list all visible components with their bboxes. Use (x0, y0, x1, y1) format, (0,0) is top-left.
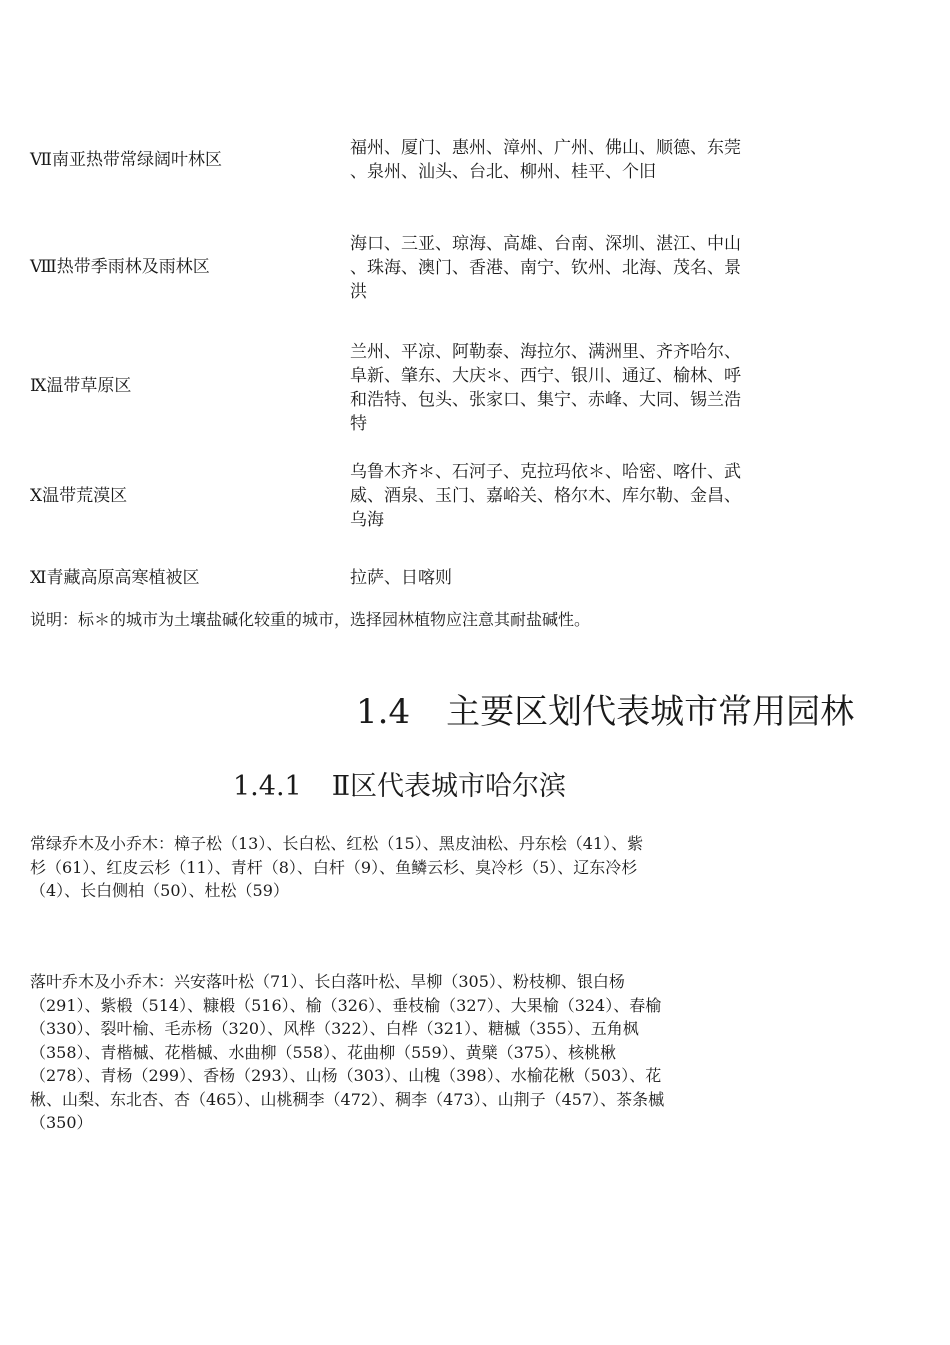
paragraph-line: （291）、紫椴（514）、糠椴（516）、榆（326）、垂枝榆（327）、大果榆（324）、春榆 (30, 995, 662, 1015)
city-line: 洪 (350, 282, 367, 302)
section-title: 主要区划代表城市常用园林 (446, 692, 855, 732)
section-heading (356, 690, 854, 734)
city-line: 乌海 (350, 510, 384, 530)
zone-name-8: Ⅷ热带季雨林及雨林区 (30, 257, 210, 277)
table-note: 说明：标＊的城市为土壤盐碱化较重的城市，选择园林植物应注意其耐盐碱性。 (30, 610, 591, 629)
paragraph-line: （330）、裂叶榆、毛赤杨（320）、风桦（322）、白桦（321）、糖槭（355）、五角枫 (30, 1019, 639, 1038)
city-line: 、泉州、汕头、台北、柳州、桂平、个旧 (350, 162, 656, 182)
paragraph-evergreen-trees (30, 832, 643, 903)
paragraph-line: 杉（61）、红皮云杉（11）、青杆（8）、白杆（9）、鱼鳞云杉、臭冷杉（5）、辽东冷杉 (30, 857, 638, 877)
zone-name-7: Ⅶ南亚热带常绿阔叶林区 (30, 150, 222, 170)
paragraph-line: 常绿乔木及小乔木：樟子松（13）、长白松、红松（15）、黑皮油松、丹东桧（41）、紫 (30, 834, 644, 853)
city-line: 特 (350, 414, 367, 434)
subsection-heading (233, 769, 566, 805)
subsection-title: Ⅱ区代表城市哈尔滨 (331, 771, 567, 802)
paragraph-line: 落叶乔木及小乔木：兴安落叶松（71）、长白落叶松、旱柳（305）、粉枝柳、银白杨 (30, 972, 625, 991)
zone-cities-8 (350, 232, 795, 304)
city-line: 海口、三亚、琼海、高雄、台南、深圳、湛江、中山 (350, 234, 741, 254)
paragraph-line: （350） (30, 1113, 93, 1132)
zone-name-11: Ⅺ青藏高原高寒植被区 (30, 568, 200, 588)
city-line: 拉萨、日喀则 (350, 568, 452, 588)
paragraph-line: （4）、长白侧柏（50）、杜松（59） (30, 881, 289, 900)
paragraph-line: 楸、山梨、东北杏、杏（465）、山桃稠李（472）、稠李（473）、山荆子（457）、茶条槭 (30, 1089, 665, 1109)
paragraph-deciduous-trees (30, 970, 664, 1135)
paragraph-line: （278）、青杨（299）、香杨（293）、山杨（303）、山槐（398）、水榆花楸（503）、花 (30, 1066, 662, 1085)
zone-cities-10 (350, 460, 795, 532)
city-line: 福州、厦门、惠州、漳州、广州、佛山、顺德、东莞 (350, 138, 741, 158)
subsection-number: 1.4.1 (233, 771, 302, 802)
zone-cities-11 (350, 566, 795, 590)
city-line: 乌鲁木齐＊、石河子、克拉玛依＊、哈密、喀什、武 (350, 462, 741, 482)
zone-name-10: Ⅹ温带荒漠区 (30, 486, 128, 506)
city-line: 兰州、平凉、阿勒泰、海拉尔、满洲里、齐齐哈尔、 (350, 342, 741, 362)
zone-cities-7 (350, 136, 795, 184)
section-number: 1.4 (356, 692, 411, 732)
zone-name-9: Ⅸ温带草原区 (30, 376, 132, 396)
city-line: 威、酒泉、玉门、嘉峪关、格尔木、库尔勒、金昌、 (350, 486, 741, 506)
city-line: 、珠海、澳门、香港、南宁、钦州、北海、茂名、景 (350, 258, 741, 278)
city-line: 和浩特、包头、张家口、集宁、赤峰、大同、锡兰浩 (350, 390, 741, 410)
paragraph-line: （358）、青楷槭、花楷槭、水曲柳（558）、花曲柳（559）、黄檗（375）、核桃楸 (30, 1042, 617, 1062)
city-line: 阜新、肇东、大庆＊、西宁、银川、通辽、榆林、呼 (350, 366, 741, 386)
zone-cities-9 (350, 340, 795, 436)
